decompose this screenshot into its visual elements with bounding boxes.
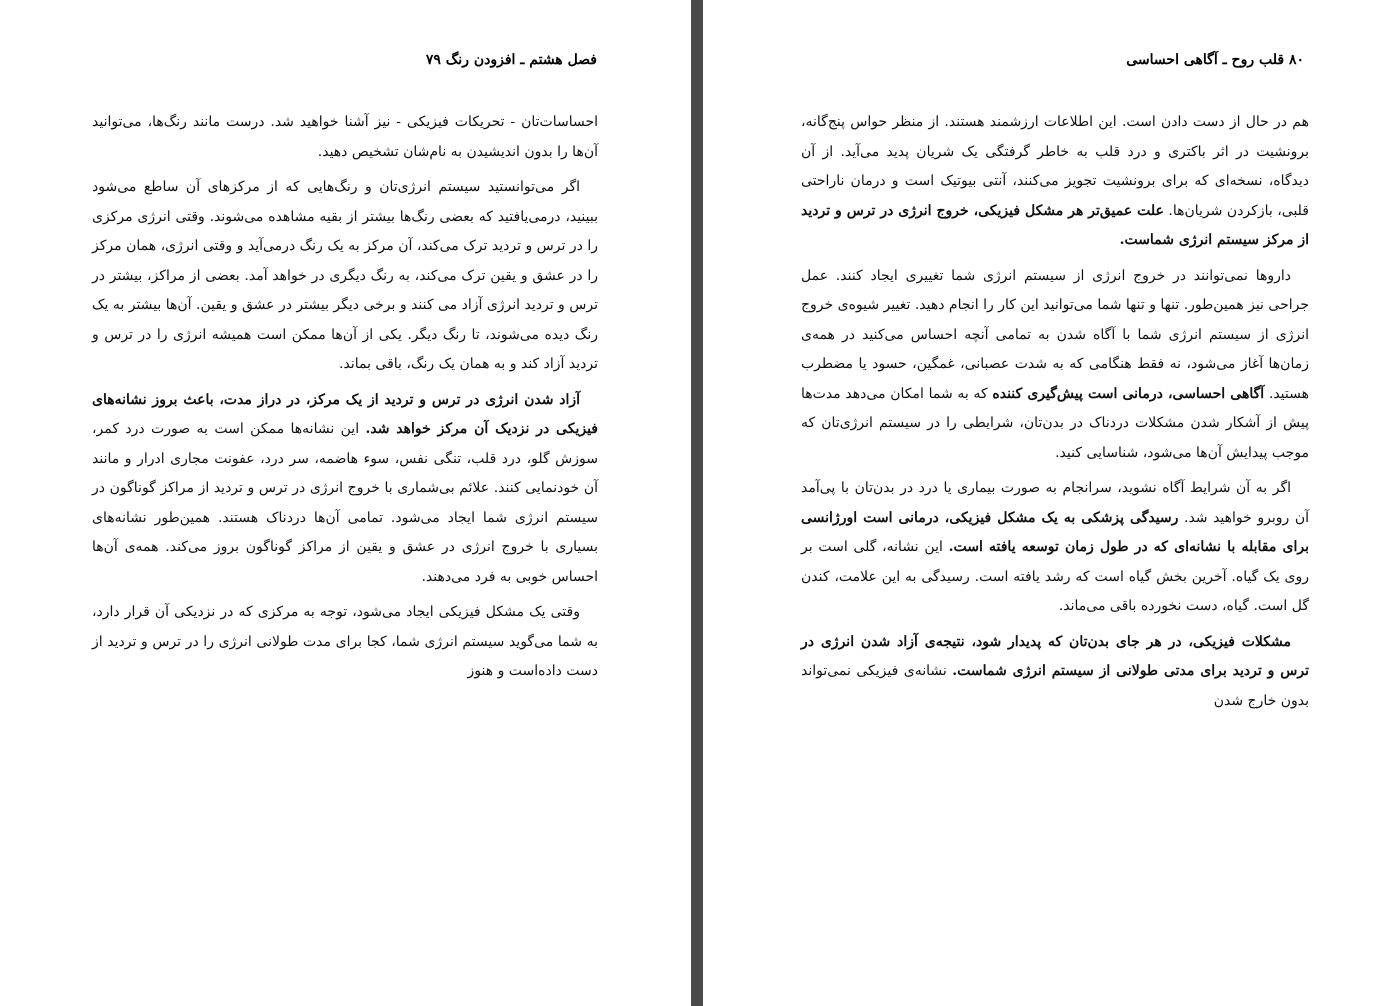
paragraph: وقتی یک مشکل فیزیکی ایجاد می‌شود، توجه به مرکزی که در نزدیکی آن قرار دارد، به شما می‌گوید سیستم انرژی شما، کجا برای مدت طولانی انرژی را در ترس و تردید از دست داده‌است و هنوز (92, 604, 598, 679)
page-divider (691, 0, 703, 1006)
left-page (0, 0, 691, 1006)
paragraph: مشکلات فیزیکی، در هر جای بدن‌تان که پدیدار شود، نتیجه‌ی آزاد شدن انرژی در ترس و تردید برای مدتی طولانی از سیستم انرژی شماست. نشانه‌ی فیزیکی نمی‌تواند بدون خارج شدن (801, 633, 1309, 709)
right-page (703, 0, 1398, 1006)
paragraph: احساسات‌تان - تحریکات فیزیکی - نیز آشنا خواهید شد. درست مانند رنگ‌ها، می‌توانید آن‌ها را بدون اندیشیدن به نام‌شان تشخیص دهید. (92, 114, 598, 160)
right-page-body (801, 108, 1309, 722)
left-page-body (92, 108, 598, 693)
right-page-header: ۸۰ قلب روح ـ آگاهی احساسی (1126, 52, 1304, 68)
left-page-header: فصل هشتم ـ افزودن رنگ ۷۹ (425, 52, 597, 68)
paragraph: اگر می‌توانستید سیستم انرژی‌تان و رنگ‌هایی که از مرکزهای آن ساطع می‌شود ببینید، درمی‌یافتید که بعضی رنگ‌ها بیشتر از بقیه مشاهده می‌شوند. وقتی انرژی مرکزی را در ترس و تردید ترک می‌کند، آن مرکز به یک رنگ درمی‌آید و وقتی انرژی، همان مرکز را در عشق و یقین ترک می‌کند، به رنگ دیگری در خواهد آمد. بعضی از مراکز، بیشتر در ترس و تردید انرژی آزاد می کنند و برخی دیگر بیشتر در عشق و یقین. آن‌ها بیشتر به یک رنگ دیده می‌شوند، تا رنگ دیگر. یکی از آن‌ها ممکن است همیشه انرژی را در ترس و تردید آزاد کند و به همان یک رنگ، باقی بماند. (92, 179, 598, 372)
paragraph: آزاد شدن انرژی در ترس و تردید از یک مرکز، در دراز مدت، باعث بروز نشانه‌های فیزیکی در نزدیک آن مرکز خواهد شد. این نشانه‌ها ممکن است به صورت درد کمر، سوزش گلو، درد قلب، تنگی نفس، سوء هاضمه، سر درد، عفونت مجاری ادرار و مانند آن خودنمایی کنند. علائم بی‌شماری با خروج انرژی در ترس و تردید از مراکز گوناگون در سیستم انرژی شما ایجاد می‌شود. تمامی آن‌ها دردناک هستند. همین‌طور نشانه‌های بسیاری با خروج انرژی در عشق و یقین از مراکز گوناگون بروز می‌کند. همه‌ی آن‌ها احساس خوبی به فرد می‌دهند. (92, 391, 598, 585)
paragraph: هم در حال از دست دادن است. این اطلاعات ارزشمند هستند. از منظر حواس پنج‌گانه، برونشیت در اثر باکتری و درد قلب به خاطر گرفتگی یک شریان پدید می‌آید. از آن دیدگاه، نسخه‌ای که برای برونشیت تجویز می‌کنند، آنتی بیوتیک است و درمان ناراحتی قلبی، بازکردن شریان‌ها. علت عمیق‌تر هر مشکل فیزیکی، خروج انرژی در ترس و تردید از مرکز سیستم انرژی شماست. (801, 114, 1309, 248)
paragraph: اگر به آن شرایط آگاه نشوید، سرانجام به صورت بیماری یا درد در بدن‌تان با پی‌آمد آن روبرو خواهید شد. رسیدگی پزشکی به یک مشکل فیزیکی، درمانی است اورژانسی برای مقابله با نشانه‌ای که در طول زمان توسعه یافته است. این نشانه، گلی است بر روی یک گیاه. آخرین بخش گیاه است که رشد یافته است. رسیدگی به این علامت، کندن گل است. گیاه، دست نخورده باقی می‌ماند. (801, 480, 1310, 614)
paragraph: داروها نمی‌توانند در خروج انرژی از سیستم انرژی شما تغییری ایجاد کنند. عمل جراحی نیز همین‌طور. تنها و تنها شما می‌توانید این کار را انجام دهید. تغییر شیوه‌ی خروج انرژی از سیستم انرژی شما با آگاه شدن به تمامی آنچه احساس می‌کنید در همه‌ی زمان‌ها آغاز می‌شود، نه فقط هنگامی که به شدت عصبانی، غمگین، حسود یا مضطرب هستید. آگاهی احساسی، درمانی است پیش‌گیری کننده که به شما امکان می‌دهد مدت‌ها پیش از آشکار شدن مشکلات دردناک در بدن‌تان، شرایطی را در سیستم انرژی‌تان که موجب پیدایش آن‌ها می‌شود، شناسایی کنید. (801, 267, 1309, 461)
